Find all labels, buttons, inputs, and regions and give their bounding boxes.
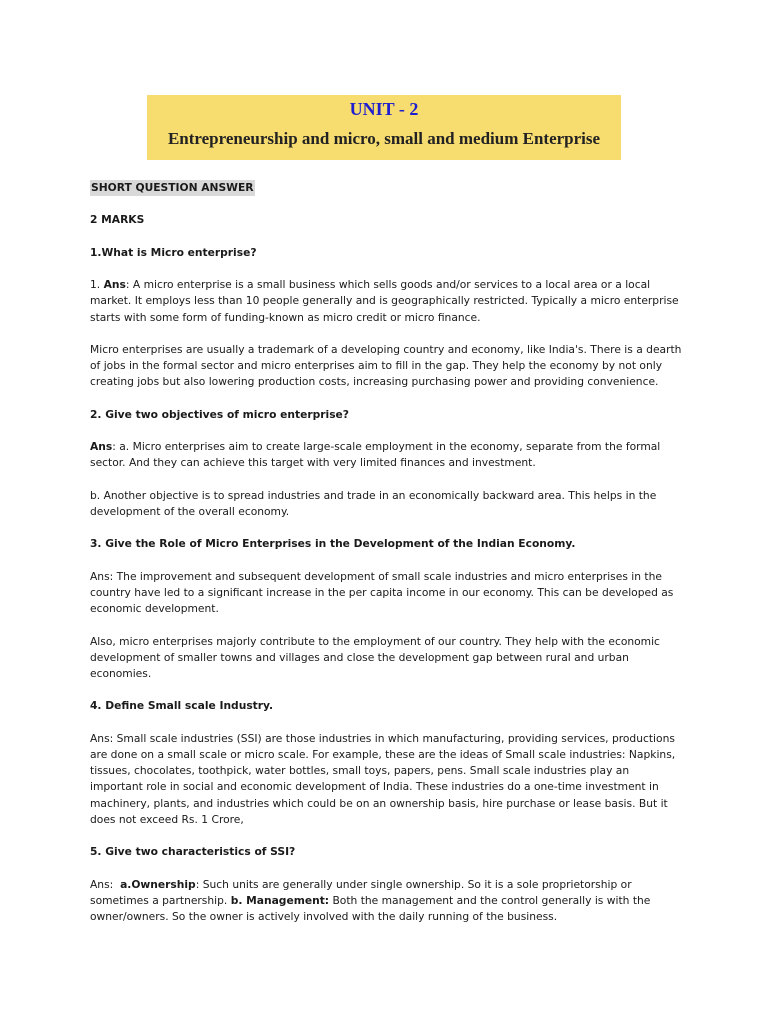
- answer-1-label: Ans: [103, 278, 126, 292]
- short-question-answer-label: SHORT QUESTION ANSWER: [90, 180, 255, 196]
- answer-2-label: Ans: [90, 440, 113, 454]
- answer-1-text: : A micro enterprise is a small business which sells goods and/or services to a local area or a local market. It employs less than 10 people generally and is geographically restricted. Typically a micro enterprise starts with some form of funding-known as micro credit or micro finance.: [90, 278, 679, 324]
- section-heading: [90, 180, 682, 196]
- question-5: 5. Give two characteristics of SSI?: [90, 845, 296, 859]
- answer-5-prefix: Ans:: [90, 877, 121, 891]
- answer-2-text: : a. Micro enterprises aim to create large-scale employment in the economy, separate from the formal sector. And they can achieve this target with very limited finances and investment.: [90, 440, 661, 470]
- answer-2-paragraph-2: b. Another objective is to spread industries and trade in an economically backward area. This helps in the development of the overall economy.: [90, 488, 657, 518]
- unit-heading: UNIT - 2: [349, 99, 419, 119]
- question-2: 2. Give two objectives of micro enterprise?: [90, 407, 350, 421]
- question-3: 3. Give the Role of Micro Enterprises in the Development of the Indian Economy.: [90, 537, 576, 551]
- question-4: 4. Define Small scale Industry.: [90, 699, 274, 713]
- answer-3-paragraph-2: Also, micro enterprises majorly contribute to the employment of our country. They help with the economic development of smaller towns and villages and close the development gap between rural and urban economies.: [90, 634, 660, 680]
- answer-5-point-a-text: : Such units are generally under single ownership. So it is a sole proprietorship or sometimes a partnership.: [90, 877, 632, 907]
- answer-5-point-b-label: b. Management:: [230, 893, 330, 907]
- document-title: Entrepreneurship and micro, small and medium Enterprise: [167, 129, 601, 148]
- answer-1-prefix: 1.: [90, 278, 104, 292]
- answer-5: [90, 877, 682, 926]
- marks-heading: [90, 212, 682, 228]
- title-banner: [147, 95, 621, 160]
- answer-1: [90, 277, 682, 326]
- answer-5-point-a-label: a.Ownership: [120, 877, 196, 891]
- question-1: 1.What is Micro enterprise?: [90, 245, 257, 259]
- answer-2: [90, 439, 682, 471]
- answer-4: Ans: Small scale industries (SSI) are those industries in which manufacturing, providing services, productions are done on a small scale or micro scale. For example, these are the ideas of Small scale industries: Napkins, tissues, chocolates, toothpick, water bottles, small toys, papers, pens. Small scale industries play an important role in social and economic development of India. These industries do a one-time investment in machinery, plants, and industries which could be on an ownership basis, hire purchase or lease basis. But it does not exceed Rs. 1 Crore,: [90, 731, 676, 826]
- answer-3: Ans: The improvement and subsequent development of small scale industries and micro enterprises in the country have led to a significant increase in the per capita income in our economy. This can be developed as economic development.: [90, 569, 674, 616]
- answer-1-paragraph-2: Micro enterprises are usually a trademark of a developing country and economy, like India's. There is a dearth of jobs in the formal sector and micro enterprises aim to fill in the gap. They help the economy by not only creating jobs but also lowering production costs, increasing purchasing power and providing convenience.: [90, 342, 682, 389]
- answer-5-point-b-text: Both the management and the control generally is with the owner/owners. So the owner is actively involved with the daily running of the business.: [90, 893, 651, 923]
- marks-label: 2 MARKS: [90, 213, 145, 227]
- document-body: [90, 180, 682, 941]
